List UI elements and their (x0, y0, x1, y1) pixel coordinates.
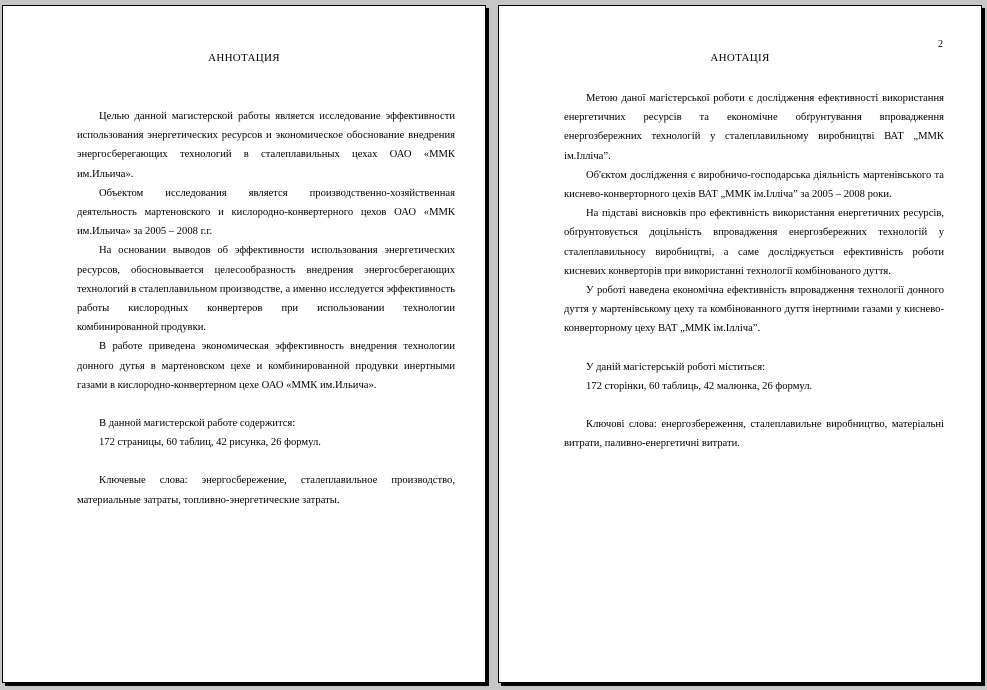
contents-line: 172 сторінки, 60 таблиць, 42 малюнка, 26 формул. (586, 380, 813, 392)
paragraph: Целью данной магистерской работы является исследование эффективности использования энергетических ресурсов и экономическое обоснование внедрения энергосберегающих технологий в сталеплавильных цехах ОАО «ММК им.Ильича». (77, 111, 455, 180)
keywords: Ключові слова: енергозбереження, сталеплавильне виробництво, матеріальні витрати, паливно-енергетичні витрати. (564, 419, 944, 450)
paragraph: В работе приведена экономическая эффективность внедрения технологии донного дутья в мартеновском цехе и комбинированной продувки инертными газами в кислородно-конвертерном цехе ОАО «ММК им.Ильича». (77, 341, 455, 391)
keywords: Ключевые слова: энергосбережение, сталеплавильное производство, материальные затраты, топливно-энергетические затраты. (77, 475, 455, 506)
paragraph: Объектом исследования является производственно-хозяйственная деятельность мартеновского и кислородно-конвертерного цехов ОАО «ММК им.Ильича» за 2005 – 2008 г.г. (77, 187, 455, 238)
paragraph: Метою даної магістерської роботи є дослідження ефективності використання енергетичних ресурсів та економічне обґрунтування впровадження енергозбережних технологій у сталеплавильному виробництві ВАТ „ММК ім.Ілліча”. (564, 93, 944, 162)
spacer (564, 339, 944, 358)
page-number: 2 (938, 39, 943, 50)
page-body (77, 107, 455, 510)
page-ru-annotation (2, 5, 486, 683)
paragraph: На підставі висновків про ефективність використання енергетичних ресурсів, обґрунтовується доцільність впровадження енергозбережних технологій у сталеплавильносу виробництві, а саме досліджується ефективність роботи кисневих конверторів при використанні технології комбінованого дуття. (564, 208, 944, 277)
page-uk-annotation (498, 5, 982, 683)
contents-heading: У даній магістерській роботі міститься: (586, 361, 766, 373)
contents-line: 172 страницы, 60 таблиц, 42 рисунка, 26 формул. (99, 437, 321, 449)
spacer (77, 452, 455, 471)
spacer (77, 395, 455, 414)
page-body (564, 89, 944, 453)
paragraph: Об'єктом дослідження є виробничо-господарська діяльність мартенівського та киснево-конверторного цехів ВАТ „ММК ім.Ілліча” за 2005 – 2008 роки. (564, 169, 944, 201)
page-title: АНОТАЦІЯ (710, 52, 770, 64)
contents-heading: В данной магистерской работе содержится: (99, 418, 296, 430)
spacer (564, 396, 944, 415)
paragraph: На основании выводов об эффективности использования энергетических ресурсов, обосновывается целесообразность внедрения энергосберегающих технологий в сталеплавильном производстве, а именно исследуется эффективность работы кислородных конвертеров при использовании технологии комбинированной продувки. (77, 245, 455, 334)
paragraph: У роботі наведена економічна ефективність впровадження технології донного дуття у мартенівському цеху та комбінованного дуття інертними газами у киснево-конверторному цеху ВАТ „ММК ім.Ілліча”. (564, 285, 944, 335)
page-title: АННОТАЦИЯ (208, 52, 280, 64)
